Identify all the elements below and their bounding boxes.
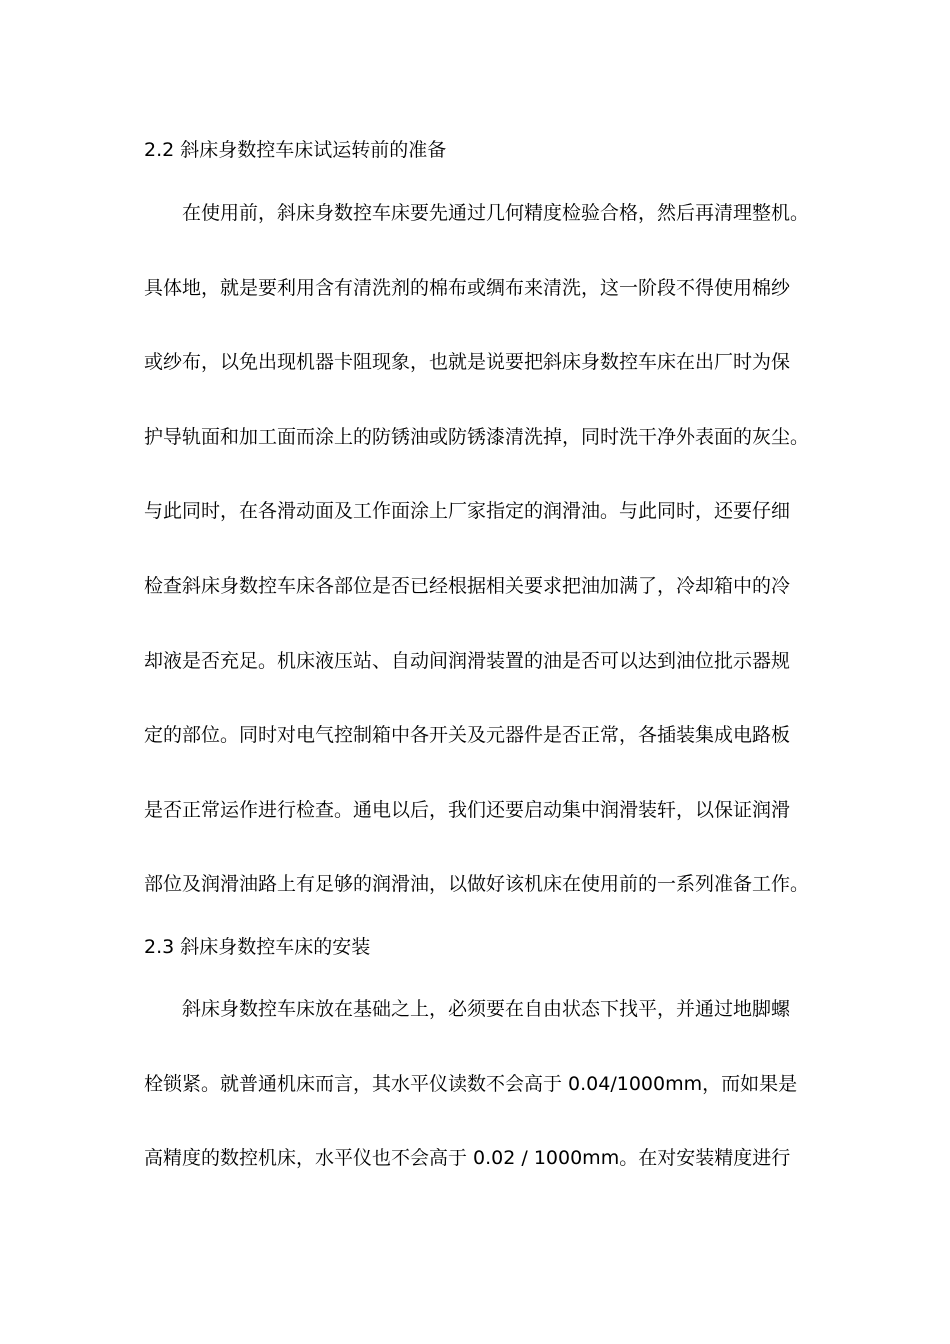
paragraph-line: 在使用前，斜床身数控车床要先通过几何精度检验合格，然后再清理整机。 [182,202,810,224]
paragraph-line: 或纱布，以免出现机器卡阻现象，也就是说要把斜床身数控车床在出厂时为保 [144,351,791,373]
paragraph-line: 是否正常运作进行检查。通电以后，我们还要启动集中润滑装轩，以保证润滑 [144,799,791,821]
paragraph-line: 斜床身数控车床放在基础之上，必须要在自由状态下找平，并通过地脚螺 [182,998,791,1020]
paragraph-line: 却液是否充足。机床液压站、自动间润滑装置的油是否可以达到油位批示器规 [144,650,791,672]
paragraph-line: 护导轨面和加工面而涂上的防锈油或防锈漆清洗掉，同时洗干净外表面的灰尘。 [144,426,810,448]
paragraph-line: 栓锁紧。就普通机床而言，其水平仪读数不会高于 0.04/1000mm，而如果是 [144,1073,798,1095]
paragraph-line: 检查斜床身数控车床各部位是否已经根据相关要求把油加满了，冷却箱中的冷 [144,575,791,597]
section-heading-2-3: 2.3 斜床身数控车床的安装 [144,936,371,958]
paragraph-line: 定的部位。同时对电气控制箱中各开关及元器件是否正常，各插装集成电路板 [144,724,791,746]
paragraph-line: 高精度的数控机床，水平仪也不会高于 0.02 / 1000mm。在对安装精度进行 [144,1147,791,1169]
paragraph-line: 部位及润滑油路上有足够的润滑油，以做好该机床在使用前的一系列准备工作。 [144,873,810,895]
section-heading-2-2: 2.2 斜床身数控车床试运转前的准备 [144,139,447,161]
paragraph-line: 具体地，就是要利用含有清洗剂的棉布或绸布来清洗，这一阶段不得使用棉纱 [144,277,791,299]
paragraph-line: 与此同时，在各滑动面及工作面涂上厂家指定的润滑油。与此同时，还要仔细 [144,500,791,522]
